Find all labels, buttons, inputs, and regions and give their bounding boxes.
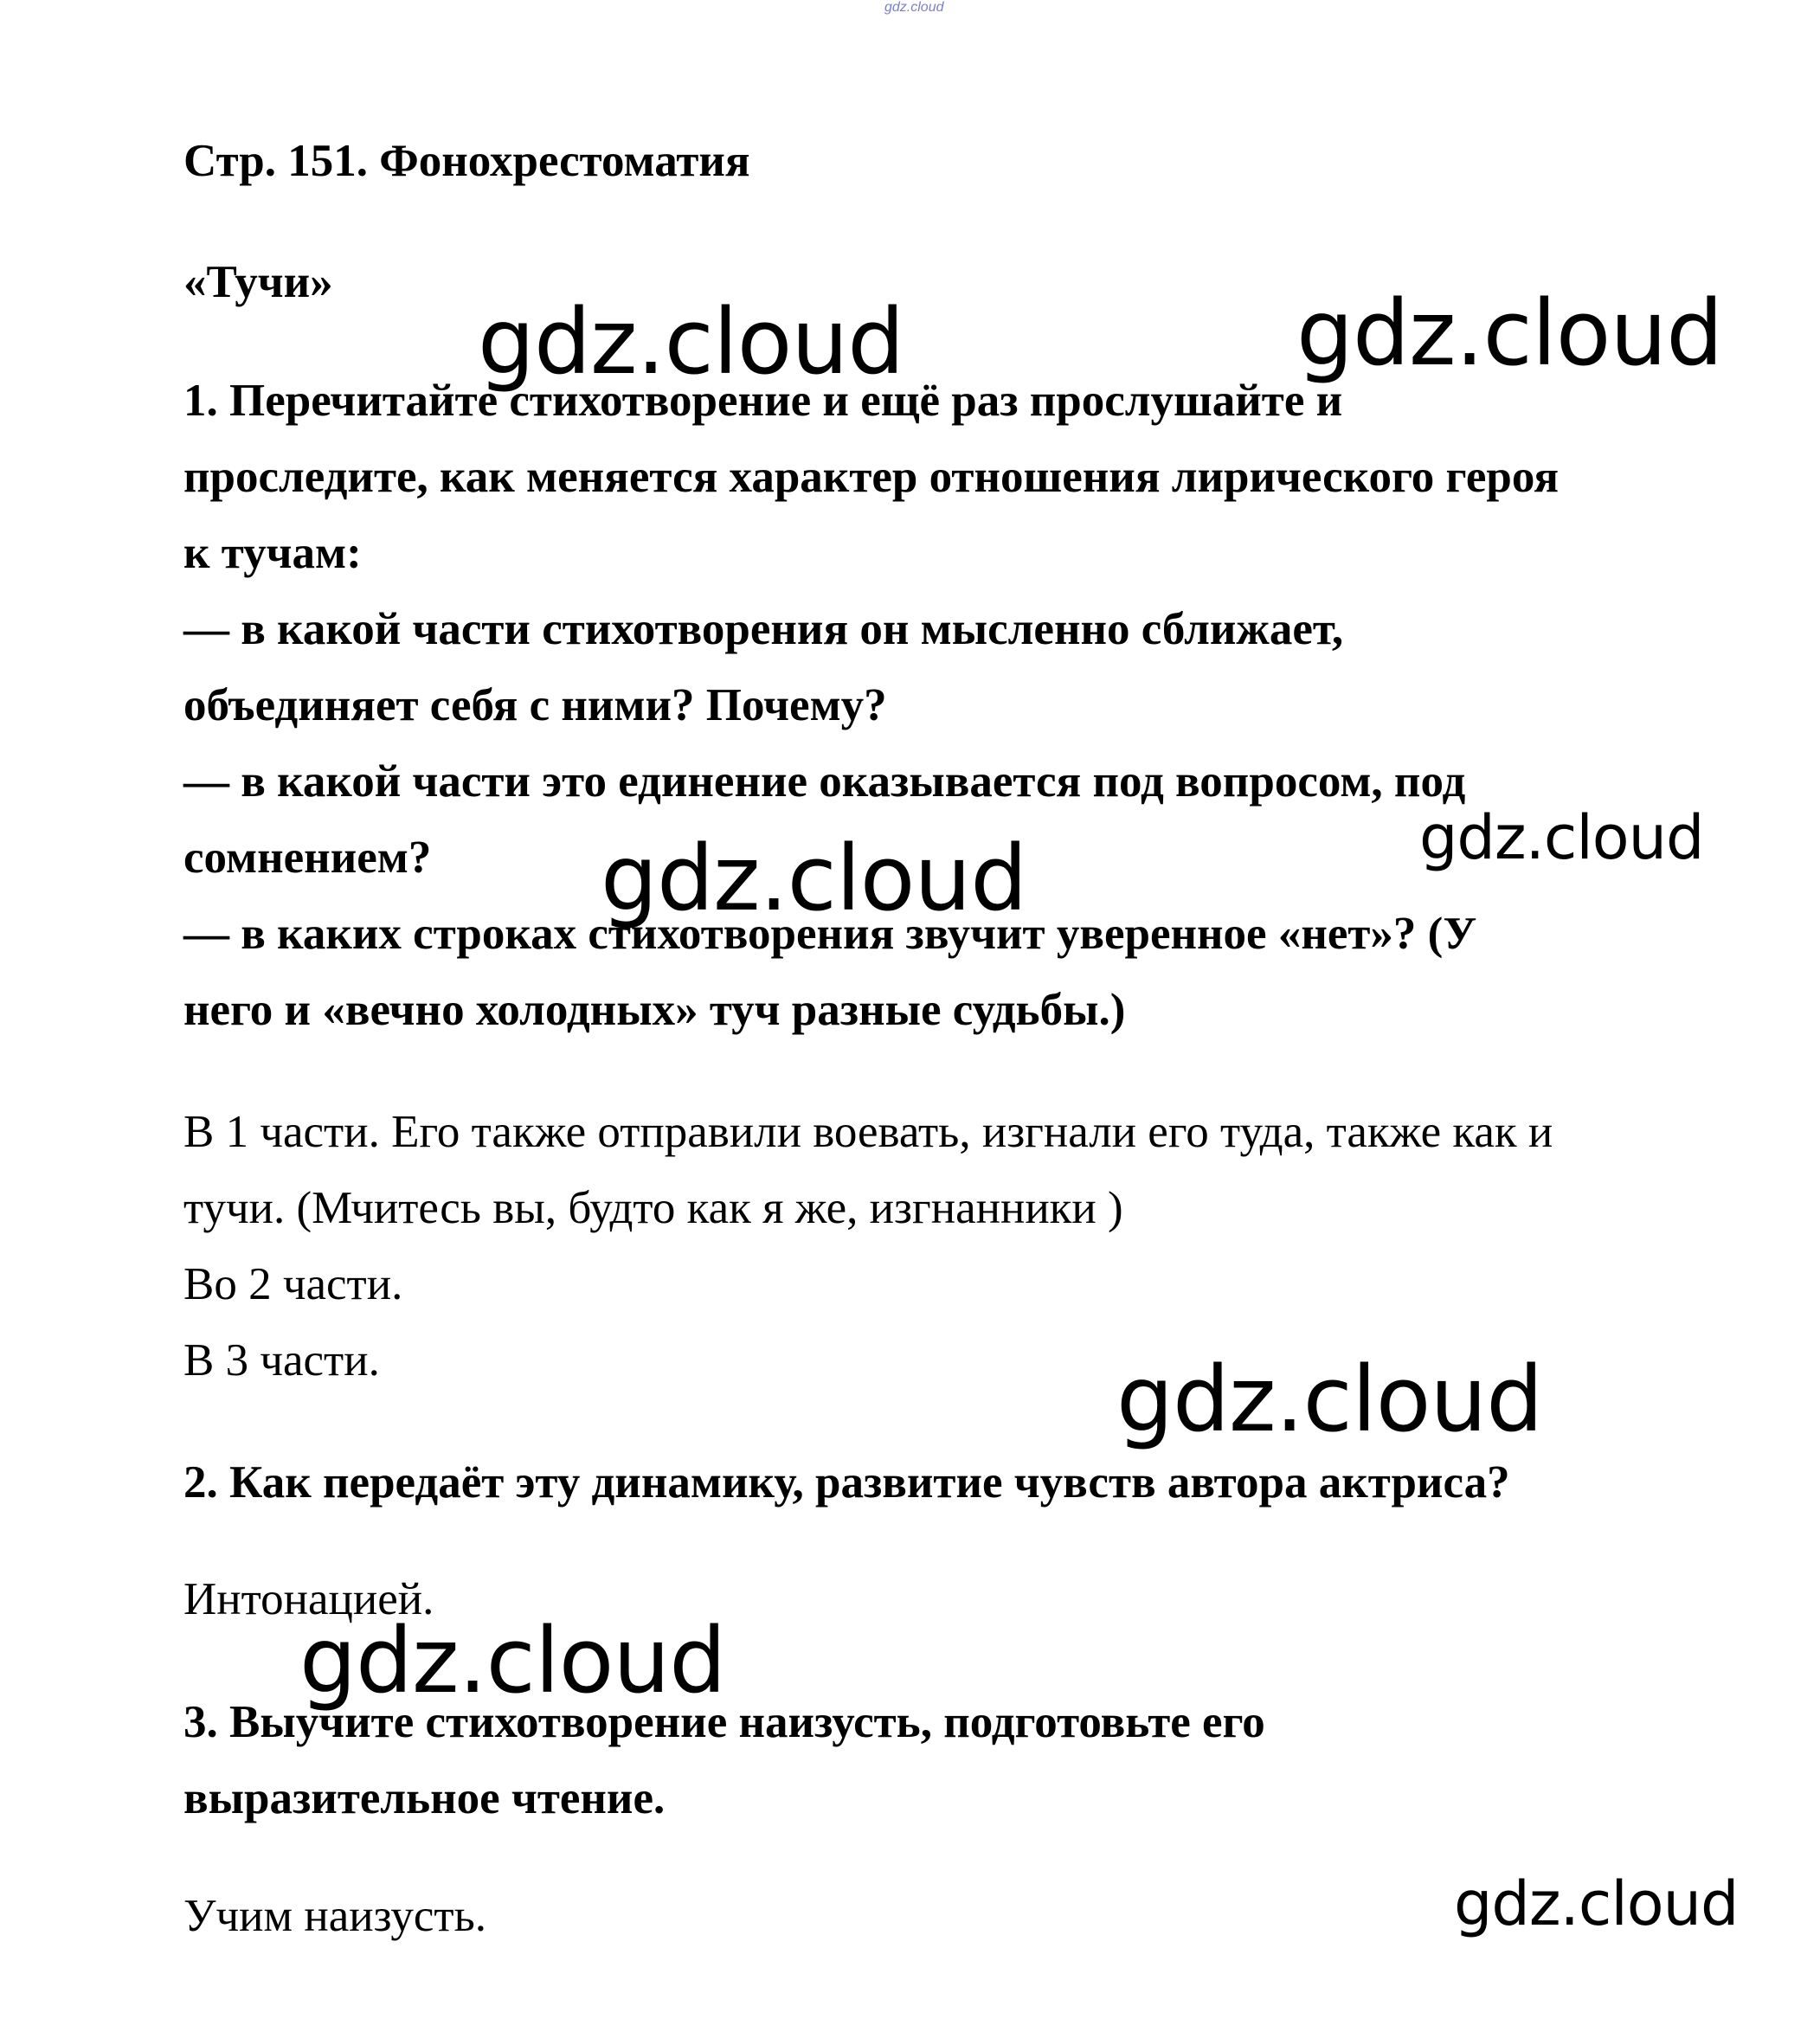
poem-title: «Тучи» — [183, 257, 333, 307]
watermark: gdz.cloud — [1296, 280, 1723, 386]
watermark: gdz.cloud — [1454, 1868, 1739, 1939]
task1-line-9: него и «вечно холодных» туч разные судьбы.) — [183, 985, 1126, 1035]
task1-answer-2: тучи. (Мчитесь вы, будто как я же, изгнанники ) — [183, 1183, 1123, 1233]
task2-question: 2. Как передаёт эту динамику, развитие чувств автора актриса? — [183, 1457, 1510, 1508]
top-watermark: gdz.cloud — [884, 0, 944, 15]
task1-line-4: — в какой части стихотворения он мысленно сближает, — [183, 604, 1344, 654]
task1-answer-1: В 1 части. Его также отправили воевать, изгнали его туда, также как и — [183, 1107, 1553, 1157]
task3-line-2: выразительное чтение. — [183, 1773, 666, 1823]
task1-answer-3: Во 2 части. — [183, 1259, 403, 1309]
task1-line-3: к тучам: — [183, 528, 362, 578]
task3-answer: Учим наизусть. — [183, 1891, 487, 1941]
task1-line-8: — в каких строках стихотворения звучит уверенное «нет»? (У — [183, 909, 1477, 959]
watermark: gdz.cloud — [1116, 1347, 1543, 1452]
watermark: gdz.cloud — [299, 1608, 726, 1713]
watermark: gdz.cloud — [601, 826, 1027, 931]
watermark: gdz.cloud — [478, 289, 904, 395]
task1-answer-4: В 3 части. — [183, 1335, 380, 1385]
task1-line-5: объединяет себя с ними? Почему? — [183, 680, 887, 730]
watermark: gdz.cloud — [1419, 802, 1704, 873]
task3-line-1: 3. Выучите стихотворение наизусть, подготовьте его — [183, 1697, 1265, 1747]
task2-answer: Интонацией. — [183, 1574, 434, 1624]
task1-line-1: 1. Перечитайте стихотворение и ещё раз прослушайте и — [183, 376, 1343, 426]
page-heading: Стр. 151. Фонохрестоматия — [183, 136, 750, 186]
task1-line-6: — в какой части это единение оказывается под вопросом, под — [183, 756, 1466, 807]
task1-line-7: сомнением? — [183, 833, 432, 883]
task1-line-2: проследите, как меняется характер отношения лирического героя — [183, 452, 1559, 502]
